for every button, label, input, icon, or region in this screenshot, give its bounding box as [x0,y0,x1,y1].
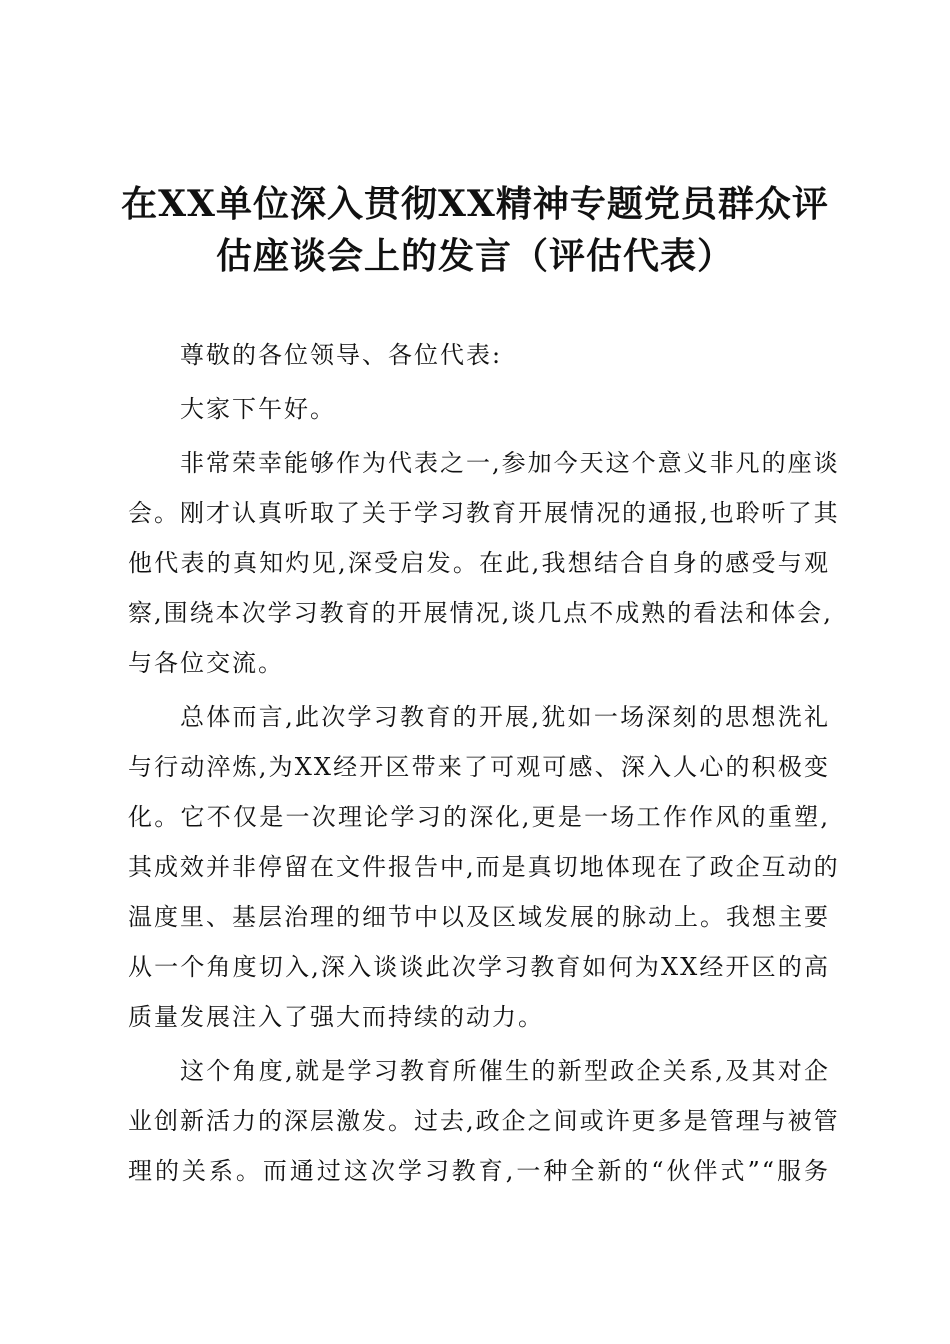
title-line-2: 估座谈会上的发言（评估代表） [215,235,734,277]
document-body [128,330,840,1200]
greeting: 大家下午好。 [180,395,336,423]
paragraph-line: 理的关系。而通过这次学习教育,一种全新的“伙伴式”“服务 [128,1157,830,1185]
paragraph-line: 业创新活力的深层激发。过去,政企之间或许更多是管理与被管 [128,1107,840,1135]
paragraph-line: 总体而言,此次学习教育的开展,犹如一场深刻的思想洗礼 [180,703,830,731]
paragraph-1 [128,438,840,688]
paragraph-line: 温度里、基层治理的细节中以及区域发展的脉动上。我想主要 [128,903,830,931]
paragraph-line: 其成效并非停留在文件报告中,而是真切地体现在了政企互动的 [128,853,840,881]
paragraph-3 [128,1046,840,1196]
document-title [110,178,840,282]
paragraph-line: 非常荣幸能够作为代表之一,参加今天这个意义非凡的座谈 [180,449,840,477]
paragraph-line: 与行动淬炼,为XX经开区带来了可观可感、深入人心的积极变 [128,753,830,781]
paragraph-line: 与各位交流。 [128,649,284,677]
paragraph-line: 质量发展注入了强大而持续的动力。 [128,1003,544,1031]
title-line-1: 在XX单位深入贯彻XX精神专题党员群众评 [121,183,829,225]
paragraph-line: 他代表的真知灼见,深受启发。在此,我想结合自身的感受与观 [128,549,830,577]
paragraph-line: 察,围绕本次学习教育的开展情况,谈几点不成熟的看法和体会, [128,599,833,627]
paragraph-line: 化。它不仅是一次理论学习的深化,更是一场工作作风的重塑, [128,803,830,831]
paragraph-line: 从一个角度切入,深入谈谈此次学习教育如何为XX经开区的高 [128,953,830,981]
paragraph-line: 会。刚才认真听取了关于学习教育开展情况的通报,也聆听了其 [128,499,840,527]
paragraph-2 [128,692,840,1042]
salutation: 尊敬的各位领导、各位代表: [180,341,503,369]
paragraph-line: 这个角度,就是学习教育所催生的新型政企关系,及其对企 [180,1057,830,1085]
